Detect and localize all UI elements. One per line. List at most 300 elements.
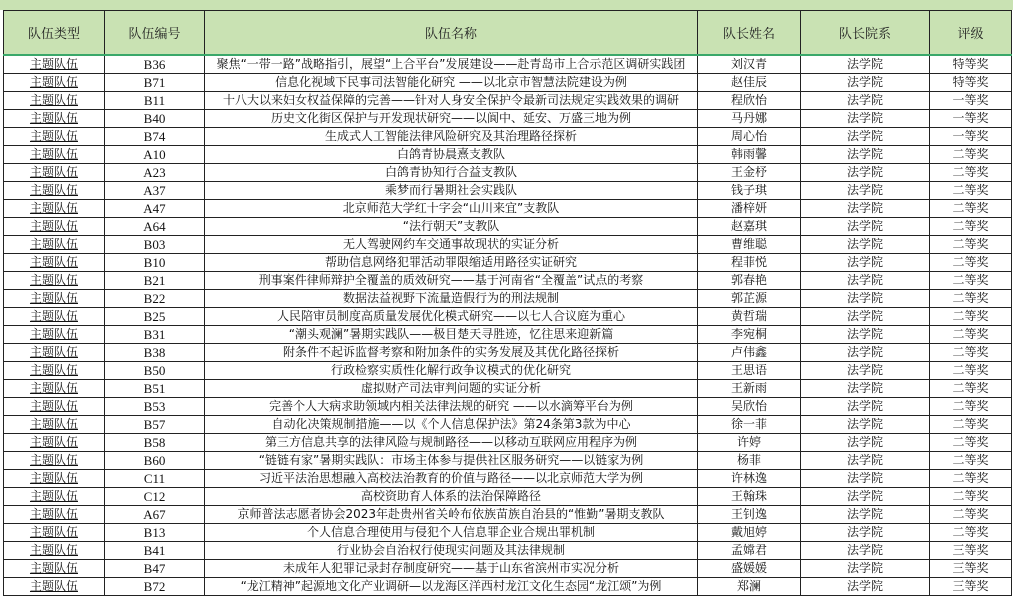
rating-cell[interactable] xyxy=(930,128,1012,146)
team-type-cell[interactable] xyxy=(4,272,105,290)
rating-text: 二等奖 xyxy=(952,381,989,395)
team-code-text: B40 xyxy=(143,111,166,126)
rating-text: 特等奖 xyxy=(952,57,989,71)
team-type-text: 主题队伍 xyxy=(29,543,78,557)
team-type-cell[interactable] xyxy=(4,74,105,92)
rating-cell[interactable] xyxy=(930,110,1012,128)
leader-name-cell[interactable] xyxy=(698,542,801,560)
table-row xyxy=(4,506,1012,524)
rating-text: 二等奖 xyxy=(952,435,989,449)
team-code-cell[interactable] xyxy=(105,560,205,578)
table-row xyxy=(4,110,1012,128)
team-name-text: 未成年人犯罪记录封存制度研究——基于山东省滨州市实况分析 xyxy=(282,561,620,575)
team-name-cell[interactable] xyxy=(205,55,698,74)
rating-cell[interactable] xyxy=(930,308,1012,326)
team-type-cell[interactable] xyxy=(4,344,105,362)
team-code-text: B60 xyxy=(143,453,166,468)
leader-dept-text: 法学院 xyxy=(846,381,883,395)
leader-name-cell[interactable] xyxy=(698,164,801,182)
header-team-name[interactable]: 队伍名称 xyxy=(205,11,698,56)
team-type-cell[interactable] xyxy=(4,470,105,488)
team-name-cell[interactable] xyxy=(205,164,698,182)
team-code-cell[interactable] xyxy=(105,434,205,452)
header-row xyxy=(4,11,1012,56)
leader-name-text: 曹维聪 xyxy=(730,237,767,251)
team-code-cell[interactable] xyxy=(105,254,205,272)
leader-name-text: 孟嫦君 xyxy=(730,543,767,557)
leader-dept-cell[interactable] xyxy=(801,488,930,506)
leader-name-text: 赵嘉琪 xyxy=(730,219,767,233)
rating-cell[interactable] xyxy=(930,542,1012,560)
team-name-cell[interactable] xyxy=(205,92,698,110)
team-code-text: A47 xyxy=(143,201,166,216)
team-type-cell[interactable] xyxy=(4,55,105,74)
team-type-text: 主题队伍 xyxy=(29,183,78,197)
leader-name-cell[interactable] xyxy=(698,182,801,200)
team-type-cell[interactable] xyxy=(4,560,105,578)
rating-text: 特等奖 xyxy=(952,75,989,89)
table-row xyxy=(4,362,1012,380)
leader-name-text: 黄哲瑞 xyxy=(730,309,767,323)
team-code-text: B58 xyxy=(143,435,166,450)
team-code-text: A64 xyxy=(143,219,166,234)
leader-name-cell[interactable] xyxy=(698,416,801,434)
leader-name-cell[interactable] xyxy=(698,236,801,254)
team-name-cell[interactable] xyxy=(205,380,698,398)
team-code-cell[interactable] xyxy=(105,362,205,380)
leader-dept-cell[interactable] xyxy=(801,236,930,254)
rating-cell[interactable] xyxy=(930,164,1012,182)
leader-name-text: 王金杼 xyxy=(730,165,767,179)
leader-name-cell[interactable] xyxy=(698,74,801,92)
team-type-cell[interactable] xyxy=(4,254,105,272)
rating-cell[interactable] xyxy=(930,470,1012,488)
leader-dept-cell[interactable] xyxy=(801,344,930,362)
leader-name-cell[interactable] xyxy=(698,128,801,146)
leader-dept-cell[interactable] xyxy=(801,254,930,272)
team-name-text: “潮头观澜”暑期实践队——极目楚天寻胜迹，忆往思来迎新篇 xyxy=(288,327,614,341)
rating-cell[interactable] xyxy=(930,452,1012,470)
team-name-cell[interactable] xyxy=(205,182,698,200)
team-name-text: 习近平法治思想融入高校法治教育的价值与路径——以北京师范大学为例 xyxy=(258,471,644,485)
leader-dept-text: 法学院 xyxy=(846,543,883,557)
team-name-cell[interactable] xyxy=(205,560,698,578)
leader-dept-cell[interactable] xyxy=(801,74,930,92)
rating-text: 二等奖 xyxy=(952,291,989,305)
team-type-cell[interactable] xyxy=(4,290,105,308)
header-leader-name[interactable]: 队长姓名 xyxy=(698,11,801,56)
leader-name-cell[interactable] xyxy=(698,344,801,362)
leader-name-cell[interactable] xyxy=(698,146,801,164)
leader-name-cell[interactable] xyxy=(698,560,801,578)
leader-name-cell[interactable] xyxy=(698,434,801,452)
team-type-text: 主题队伍 xyxy=(29,525,78,539)
leader-dept-text: 法学院 xyxy=(846,489,883,503)
leader-name-cell[interactable] xyxy=(698,326,801,344)
leader-name-cell[interactable] xyxy=(698,488,801,506)
team-code-text: B22 xyxy=(143,291,166,306)
team-code-text: C11 xyxy=(143,471,166,486)
team-code-text: B25 xyxy=(143,309,166,324)
team-code-text: B13 xyxy=(143,525,166,540)
rating-text: 二等奖 xyxy=(952,507,989,521)
rating-cell[interactable] xyxy=(930,272,1012,290)
table-row xyxy=(4,542,1012,560)
team-type-text: 主题队伍 xyxy=(29,507,78,521)
team-name-cell[interactable] xyxy=(205,200,698,218)
leader-dept-text: 法学院 xyxy=(846,165,883,179)
rating-cell[interactable] xyxy=(930,55,1012,74)
rating-cell[interactable] xyxy=(930,578,1012,596)
team-code-cell[interactable] xyxy=(105,452,205,470)
team-type-text: 主题队伍 xyxy=(29,201,78,215)
leader-dept-cell[interactable] xyxy=(801,55,930,74)
table-row xyxy=(4,380,1012,398)
leader-dept-cell[interactable] xyxy=(801,560,930,578)
team-type-text: 主题队伍 xyxy=(29,57,78,71)
leader-dept-cell[interactable] xyxy=(801,308,930,326)
team-name-text: 帮助信息网络犯罪活动罪限缩适用路径实证研究 xyxy=(324,255,578,269)
team-name-cell[interactable] xyxy=(205,218,698,236)
rating-cell[interactable] xyxy=(930,416,1012,434)
table-row xyxy=(4,146,1012,164)
team-name-cell[interactable] xyxy=(205,146,698,164)
leader-dept-cell[interactable] xyxy=(801,146,930,164)
rating-cell[interactable] xyxy=(930,362,1012,380)
rating-text: 三等奖 xyxy=(952,543,989,557)
leader-dept-cell[interactable] xyxy=(801,272,930,290)
table-row xyxy=(4,128,1012,146)
team-code-cell[interactable] xyxy=(105,524,205,542)
rating-text: 二等奖 xyxy=(952,237,989,251)
leader-dept-text: 法学院 xyxy=(846,327,883,341)
header-rating[interactable]: 评级 xyxy=(930,11,1012,56)
leader-name-text: 刘汉青 xyxy=(730,57,767,71)
leader-dept-cell[interactable] xyxy=(801,506,930,524)
rating-cell[interactable] xyxy=(930,146,1012,164)
leader-name-text: 王思语 xyxy=(730,363,767,377)
table-row xyxy=(4,578,1012,596)
leader-dept-text: 法学院 xyxy=(846,309,883,323)
team-code-cell[interactable] xyxy=(105,542,205,560)
team-code-text: B11 xyxy=(143,93,166,108)
team-name-cell[interactable] xyxy=(205,128,698,146)
rating-cell[interactable] xyxy=(930,506,1012,524)
team-type-cell[interactable] xyxy=(4,452,105,470)
team-type-cell[interactable] xyxy=(4,578,105,596)
team-name-cell[interactable] xyxy=(205,272,698,290)
rating-cell[interactable] xyxy=(930,182,1012,200)
leader-dept-cell[interactable] xyxy=(801,452,930,470)
leader-dept-text: 法学院 xyxy=(846,237,883,251)
rating-cell[interactable] xyxy=(930,92,1012,110)
team-code-cell[interactable] xyxy=(105,218,205,236)
team-code-cell[interactable] xyxy=(105,470,205,488)
team-name-cell[interactable] xyxy=(205,452,698,470)
team-code-text: B51 xyxy=(143,381,166,396)
leader-name-cell[interactable] xyxy=(698,92,801,110)
rating-text: 二等奖 xyxy=(952,327,989,341)
team-name-text: 虚拟财产司法审判问题的实证分析 xyxy=(360,381,542,395)
leader-dept-cell[interactable] xyxy=(801,380,930,398)
team-name-text: 信息化视域下民事司法智能化研究 ——以北京市智慧法院建设为例 xyxy=(275,75,627,89)
rating-cell[interactable] xyxy=(930,326,1012,344)
team-name-cell[interactable] xyxy=(205,398,698,416)
leader-dept-cell[interactable] xyxy=(801,470,930,488)
rating-cell[interactable] xyxy=(930,344,1012,362)
team-code-text: B10 xyxy=(143,255,166,270)
team-type-cell[interactable] xyxy=(4,542,105,560)
team-name-cell[interactable] xyxy=(205,470,698,488)
team-code-cell[interactable] xyxy=(105,308,205,326)
team-name-cell[interactable] xyxy=(205,578,698,596)
table-row xyxy=(4,416,1012,434)
team-code-cell[interactable] xyxy=(105,290,205,308)
table-row xyxy=(4,452,1012,470)
leader-dept-text: 法学院 xyxy=(846,525,883,539)
team-type-text: 主题队伍 xyxy=(29,363,78,377)
leader-name-text: 盛媛媛 xyxy=(730,561,767,575)
leader-dept-text: 法学院 xyxy=(846,291,883,305)
leader-name-cell[interactable] xyxy=(698,308,801,326)
leader-name-cell[interactable] xyxy=(698,110,801,128)
leader-dept-cell[interactable] xyxy=(801,182,930,200)
team-code-cell[interactable] xyxy=(105,236,205,254)
team-type-cell[interactable] xyxy=(4,524,105,542)
leader-dept-text: 法学院 xyxy=(846,507,883,521)
table-row xyxy=(4,560,1012,578)
team-code-cell[interactable] xyxy=(105,506,205,524)
team-type-text: 主题队伍 xyxy=(29,381,78,395)
team-code-cell[interactable] xyxy=(105,380,205,398)
team-name-cell[interactable] xyxy=(205,362,698,380)
team-type-cell[interactable] xyxy=(4,434,105,452)
team-code-text: B57 xyxy=(143,417,166,432)
team-type-cell[interactable] xyxy=(4,506,105,524)
leader-name-cell[interactable] xyxy=(698,55,801,74)
team-code-cell[interactable] xyxy=(105,182,205,200)
team-code-cell[interactable] xyxy=(105,200,205,218)
team-code-text: B31 xyxy=(143,327,166,342)
team-type-cell[interactable] xyxy=(4,164,105,182)
team-code-text: B03 xyxy=(143,237,166,252)
table-row xyxy=(4,55,1012,74)
team-type-cell[interactable] xyxy=(4,128,105,146)
leader-dept-cell[interactable] xyxy=(801,524,930,542)
team-code-cell[interactable] xyxy=(105,344,205,362)
team-code-cell[interactable] xyxy=(105,416,205,434)
header-team-type[interactable]: 队伍类型 xyxy=(4,11,105,56)
table-row xyxy=(4,272,1012,290)
team-name-cell[interactable] xyxy=(205,308,698,326)
team-name-cell[interactable] xyxy=(205,254,698,272)
leader-dept-cell[interactable] xyxy=(801,128,930,146)
rating-text: 二等奖 xyxy=(952,489,989,503)
leader-name-cell[interactable] xyxy=(698,218,801,236)
team-code-cell[interactable] xyxy=(105,146,205,164)
team-code-cell[interactable] xyxy=(105,92,205,110)
leader-name-cell[interactable] xyxy=(698,290,801,308)
rating-text: 一等奖 xyxy=(952,111,989,125)
rating-text: 二等奖 xyxy=(952,525,989,539)
leader-dept-cell[interactable] xyxy=(801,434,930,452)
awards-table xyxy=(3,10,1012,596)
rating-text: 二等奖 xyxy=(952,183,989,197)
leader-dept-text: 法学院 xyxy=(846,147,883,161)
leader-name-cell[interactable] xyxy=(698,272,801,290)
rating-text: 三等奖 xyxy=(952,579,989,593)
leader-name-cell[interactable] xyxy=(698,362,801,380)
leader-name-cell[interactable] xyxy=(698,470,801,488)
team-name-cell[interactable] xyxy=(205,434,698,452)
team-code-cell[interactable] xyxy=(105,272,205,290)
team-type-cell[interactable] xyxy=(4,362,105,380)
leader-dept-cell[interactable] xyxy=(801,164,930,182)
rating-cell[interactable] xyxy=(930,236,1012,254)
team-code-cell[interactable] xyxy=(105,398,205,416)
team-type-cell[interactable] xyxy=(4,488,105,506)
team-type-cell[interactable] xyxy=(4,236,105,254)
leader-dept-cell[interactable] xyxy=(801,110,930,128)
team-name-cell[interactable] xyxy=(205,236,698,254)
team-type-cell[interactable] xyxy=(4,200,105,218)
team-type-cell[interactable] xyxy=(4,182,105,200)
team-type-text: 主题队伍 xyxy=(29,291,78,305)
leader-dept-cell[interactable] xyxy=(801,326,930,344)
team-type-cell[interactable] xyxy=(4,326,105,344)
team-name-cell[interactable] xyxy=(205,110,698,128)
leader-dept-text: 法学院 xyxy=(846,93,883,107)
team-code-text: B47 xyxy=(143,561,166,576)
team-type-text: 主题队伍 xyxy=(29,165,78,179)
team-code-cell[interactable] xyxy=(105,488,205,506)
rating-cell[interactable] xyxy=(930,434,1012,452)
leader-dept-cell[interactable] xyxy=(801,416,930,434)
team-type-cell[interactable] xyxy=(4,146,105,164)
leader-dept-text: 法学院 xyxy=(846,417,883,431)
table-row xyxy=(4,434,1012,452)
team-type-cell[interactable] xyxy=(4,110,105,128)
table-row xyxy=(4,488,1012,506)
leader-dept-cell[interactable] xyxy=(801,200,930,218)
team-name-cell[interactable] xyxy=(205,524,698,542)
leader-dept-text: 法学院 xyxy=(846,561,883,575)
leader-dept-cell[interactable] xyxy=(801,398,930,416)
team-code-text: B72 xyxy=(143,579,166,594)
table-row xyxy=(4,92,1012,110)
rating-cell[interactable] xyxy=(930,200,1012,218)
table-row xyxy=(4,200,1012,218)
team-code-cell[interactable] xyxy=(105,110,205,128)
rating-cell[interactable] xyxy=(930,560,1012,578)
leader-dept-text: 法学院 xyxy=(846,111,883,125)
rating-cell[interactable] xyxy=(930,218,1012,236)
team-name-cell[interactable] xyxy=(205,542,698,560)
leader-dept-cell[interactable] xyxy=(801,92,930,110)
leader-name-text: 马丹娜 xyxy=(730,111,767,125)
leader-dept-cell[interactable] xyxy=(801,542,930,560)
team-type-text: 主题队伍 xyxy=(29,93,78,107)
team-name-cell[interactable] xyxy=(205,506,698,524)
team-code-cell[interactable] xyxy=(105,128,205,146)
leader-name-text: 潘梓妍 xyxy=(730,201,767,215)
rating-text: 二等奖 xyxy=(952,219,989,233)
team-code-cell[interactable] xyxy=(105,55,205,74)
rating-cell[interactable] xyxy=(930,290,1012,308)
team-type-text: 主题队伍 xyxy=(29,435,78,449)
rating-cell[interactable] xyxy=(930,488,1012,506)
leader-dept-cell[interactable] xyxy=(801,290,930,308)
leader-dept-cell[interactable] xyxy=(801,362,930,380)
team-code-cell[interactable] xyxy=(105,326,205,344)
team-type-text: 主题队伍 xyxy=(29,75,78,89)
team-name-text: “龙江精神”起源地文化产业调研—以龙海区洋西村龙江文化生态园“龙江颂”为例 xyxy=(240,579,662,593)
team-type-cell[interactable] xyxy=(4,92,105,110)
leader-name-text: 程菲悦 xyxy=(730,255,767,269)
team-code-text: A37 xyxy=(143,183,166,198)
rating-cell[interactable] xyxy=(930,524,1012,542)
leader-name-cell[interactable] xyxy=(698,506,801,524)
rating-text: 二等奖 xyxy=(952,453,989,467)
rating-cell[interactable] xyxy=(930,398,1012,416)
team-type-text: 主题队伍 xyxy=(29,219,78,233)
team-name-text: 个人信息合理使用与侵犯个人信息罪企业合规出罪机制 xyxy=(306,525,596,539)
team-name-cell[interactable] xyxy=(205,488,698,506)
table-row xyxy=(4,290,1012,308)
team-type-cell[interactable] xyxy=(4,308,105,326)
leader-dept-text: 法学院 xyxy=(846,345,883,359)
team-code-text: B36 xyxy=(143,57,166,72)
leader-name-text: 吴欣怡 xyxy=(730,399,767,413)
team-type-cell[interactable] xyxy=(4,398,105,416)
team-code-cell[interactable] xyxy=(105,164,205,182)
team-name-cell[interactable] xyxy=(205,416,698,434)
team-name-cell[interactable] xyxy=(205,290,698,308)
header-team-code[interactable]: 队伍编号 xyxy=(105,11,205,56)
rating-cell[interactable] xyxy=(930,380,1012,398)
leader-name-cell[interactable] xyxy=(698,200,801,218)
rating-cell[interactable] xyxy=(930,254,1012,272)
rating-text: 一等奖 xyxy=(952,129,989,143)
leader-name-cell[interactable] xyxy=(698,524,801,542)
team-type-cell[interactable] xyxy=(4,380,105,398)
team-type-text: 主题队伍 xyxy=(29,489,78,503)
table-row xyxy=(4,524,1012,542)
team-name-text: “法行朝天”支教队 xyxy=(402,219,500,233)
rating-text: 二等奖 xyxy=(952,201,989,215)
team-type-text: 主题队伍 xyxy=(29,345,78,359)
leader-dept-cell[interactable] xyxy=(801,578,930,596)
leader-name-cell[interactable] xyxy=(698,380,801,398)
team-type-cell[interactable] xyxy=(4,416,105,434)
leader-name-cell[interactable] xyxy=(698,578,801,596)
leader-name-cell[interactable] xyxy=(698,254,801,272)
leader-name-cell[interactable] xyxy=(698,452,801,470)
leader-dept-cell[interactable] xyxy=(801,218,930,236)
header-leader-dept[interactable]: 队长院系 xyxy=(801,11,930,56)
team-code-cell[interactable] xyxy=(105,578,205,596)
leader-name-cell[interactable] xyxy=(698,398,801,416)
team-name-cell[interactable] xyxy=(205,74,698,92)
leader-name-text: 徐一菲 xyxy=(730,417,767,431)
team-code-cell[interactable] xyxy=(105,74,205,92)
rating-cell[interactable] xyxy=(930,74,1012,92)
team-name-cell[interactable] xyxy=(205,326,698,344)
leader-name-text: 郭春艳 xyxy=(730,273,767,287)
team-type-cell[interactable] xyxy=(4,218,105,236)
leader-name-text: 李宛桐 xyxy=(730,327,767,341)
team-name-cell[interactable] xyxy=(205,344,698,362)
